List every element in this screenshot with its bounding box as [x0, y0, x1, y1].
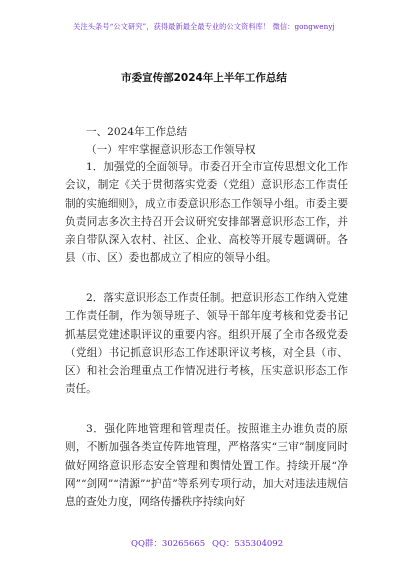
section-heading: 一、2024年工作总结 [86, 126, 188, 138]
footer-qq: QQ：535304092 [212, 539, 284, 549]
promo-header-text: 关注头条号“公文研究”，获得最新最全最专业的公文资料库！ 微信：gongwenyj [73, 22, 335, 31]
footer-qq-group: QQ群：30265665 [131, 539, 206, 549]
paragraph-3: 3．强化阵地管理和管理责任。按照谁主办谁负责的原则，不断加强各类宣传阵地管理，严格落实“三审”制度同时做好网络意识形态安全管理和舆情处置工作。持续开展“净网”“剑网”“清源”“护苗”等系列专项行动，加大对违法违规信息的查处力度，网络传播秩序持续向好 [65, 423, 348, 509]
document-title: 市委宣传部2024年上半年工作总结 [121, 72, 287, 84]
footer-contact [0, 537, 408, 551]
subsection-heading: （一）牢牢掌握意识形态工作领导权 [86, 144, 256, 156]
paragraph-1: 1．加强党的全面领导。市委召开全市宣传思想文化工作会议，制定《关于贯彻落实党委（党组）意识形态工作责任制的实施细则》，成立市委意识形态工作领导小组。市委主要负责同志多次主持召开会议研究安排部署意识形态工作，并亲自带队深入农村、社区、企业、高校等开展专题调研。各县（市、区）委也都成立了相应的领导小组。 [65, 161, 348, 265]
paragraph-2: 2．落实意识形态工作责任制。把意识形态工作纳入党建工作责任制，作为领导班子、领导干部年度考核和党委书记抓基层党建述职评议的重要内容。组织开展了全市各级党委（党组）书记抓意识形态工作述职评议考核，对全县（市、区）和社会治理重点工作情况进行考核，压实意识形态工作责任。 [65, 292, 348, 396]
